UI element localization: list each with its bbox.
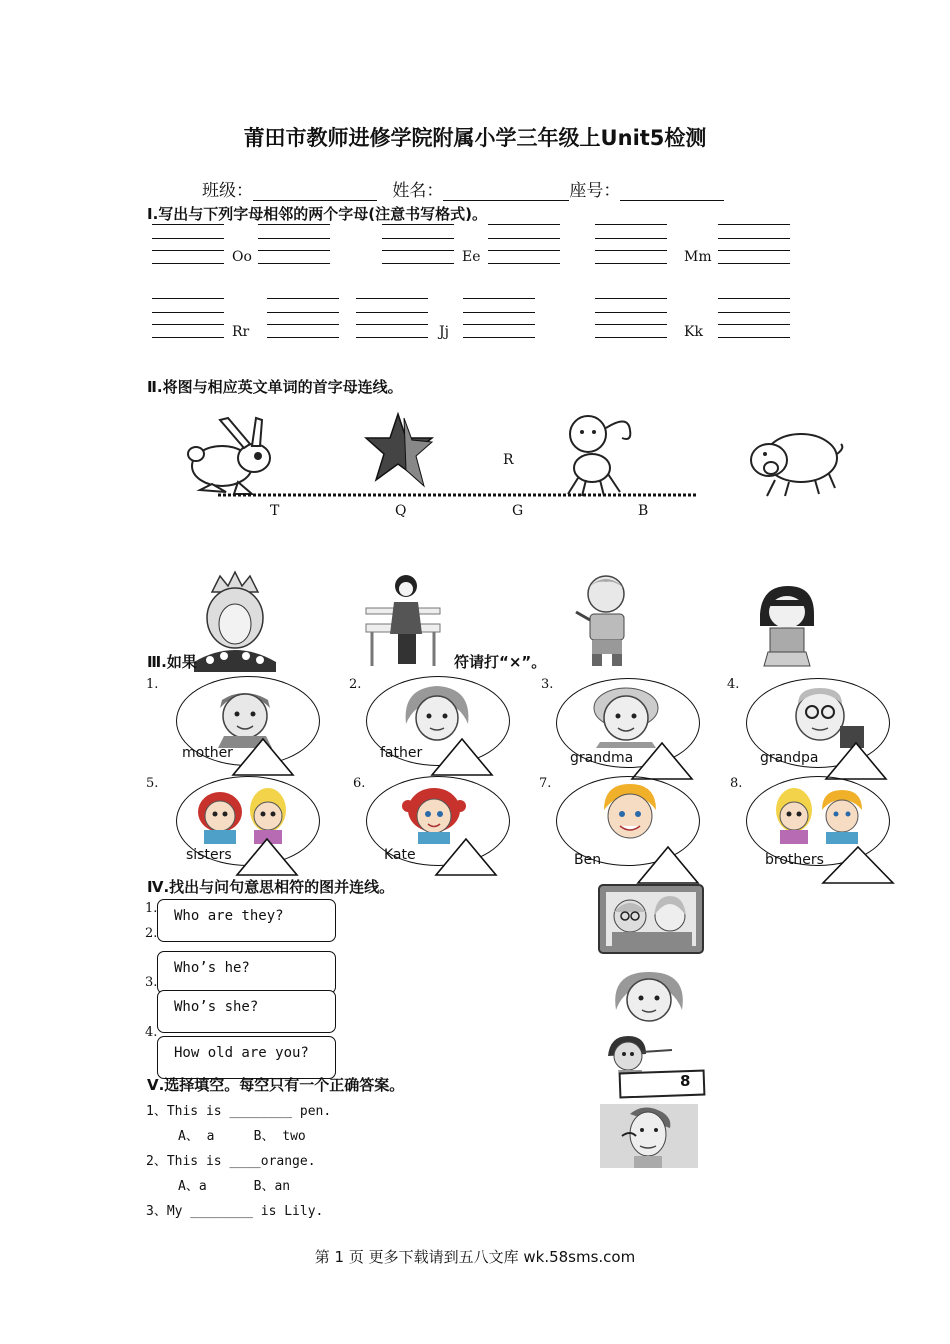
item-word: sisters (186, 847, 232, 863)
blank[interactable] (258, 224, 330, 225)
blank[interactable] (356, 298, 428, 299)
blank[interactable] (488, 250, 560, 251)
blank[interactable] (718, 337, 790, 338)
item-word: grandpa (760, 750, 819, 766)
question-box[interactable]: How old are you? (157, 1036, 336, 1079)
question-number: 2. (145, 926, 158, 941)
blank[interactable] (595, 324, 667, 325)
blank[interactable] (382, 238, 454, 239)
item-word: mother (182, 745, 233, 761)
blank[interactable] (382, 263, 454, 264)
answer-triangle[interactable] (631, 742, 693, 780)
blank[interactable] (267, 337, 339, 338)
letter-t: T (270, 503, 280, 519)
section5-heading: Ⅴ.选择填空。每空只有一个正确答案。 (147, 1076, 405, 1094)
item-number: 3. (541, 677, 554, 692)
letter-ee: Ee (462, 249, 481, 265)
girl-bench-icon (362, 572, 444, 668)
pig-icon[interactable] (745, 424, 845, 498)
question-number: 3. (145, 975, 158, 990)
blank[interactable] (152, 298, 224, 299)
blank[interactable] (152, 238, 224, 239)
answer-triangle[interactable] (431, 738, 493, 776)
item-word: Kate (384, 847, 416, 863)
letter-oo: Oo (232, 249, 252, 265)
man-picture-icon[interactable] (600, 1104, 698, 1168)
blank[interactable] (356, 337, 428, 338)
blank[interactable] (152, 263, 224, 264)
blank[interactable] (718, 250, 790, 251)
question-2-options[interactable]: A、a B、an (178, 1179, 291, 1194)
monkey-icon[interactable] (562, 412, 642, 498)
question-1: 1、This is ________ pen. (146, 1104, 332, 1119)
seat-label: 座号： (569, 181, 621, 201)
blank[interactable] (258, 238, 330, 239)
blank[interactable] (152, 224, 224, 225)
blank[interactable] (152, 250, 224, 251)
letter-g: G (512, 503, 524, 519)
blank[interactable] (595, 263, 667, 264)
class-label: 班级： (202, 181, 253, 201)
kate-icon (402, 784, 466, 844)
blank[interactable] (488, 263, 560, 264)
question-number: 1. (145, 901, 158, 916)
dashed-line (218, 492, 698, 498)
item-number: 7. (539, 776, 552, 791)
item-number: 1. (146, 677, 159, 692)
name-field[interactable] (443, 182, 569, 201)
answer-triangle[interactable] (232, 738, 294, 776)
blank[interactable] (595, 238, 667, 239)
letter-kk: Kk (684, 324, 703, 340)
woman-picture-icon[interactable] (606, 970, 692, 1024)
item-number: 4. (727, 677, 740, 692)
question-box[interactable]: Who’s she? (157, 990, 336, 1033)
blank[interactable] (595, 337, 667, 338)
item-word: grandma (570, 750, 634, 766)
item-number: 2. (349, 677, 362, 692)
rabbit-icon[interactable] (182, 414, 274, 498)
blank[interactable] (488, 238, 560, 239)
blank[interactable] (595, 312, 667, 313)
blank[interactable] (152, 337, 224, 338)
blank[interactable] (152, 324, 224, 325)
question-box[interactable]: Who are they? (157, 899, 336, 942)
blank[interactable] (382, 250, 454, 251)
item-word: Ben (574, 852, 602, 868)
blank[interactable] (718, 324, 790, 325)
grandma-face-icon (586, 684, 666, 748)
blank[interactable] (718, 238, 790, 239)
blank[interactable] (463, 337, 535, 338)
page-footer: 第 1 页 更多下载请到五八文库 wk.58sms.com (314, 1248, 636, 1266)
boy-icon (574, 572, 644, 670)
age-card-number: 8 (680, 1072, 691, 1090)
blank[interactable] (718, 312, 790, 313)
letter-b: B (638, 503, 649, 519)
blank[interactable] (382, 224, 454, 225)
star-icon[interactable] (370, 412, 436, 490)
blank[interactable] (267, 312, 339, 313)
item-number: 6. (353, 776, 366, 791)
queen-icon (190, 572, 280, 672)
answer-triangle[interactable] (825, 742, 887, 780)
letter-rr: Rr (232, 324, 250, 340)
blank[interactable] (718, 224, 790, 225)
girl-icon (752, 584, 822, 672)
page-title: 莆田市教师进修学院附属小学三年级上Unit5检测 (243, 126, 707, 150)
blank[interactable] (258, 250, 330, 251)
blank[interactable] (463, 324, 535, 325)
blank[interactable] (356, 312, 428, 313)
letter-q: Q (395, 503, 407, 519)
blank[interactable] (463, 298, 535, 299)
grandpa-face-icon (776, 682, 868, 748)
item-number: 8. (730, 776, 743, 791)
letter-jj: Jj (439, 324, 449, 340)
section3-heading-start: Ⅲ.如果 (147, 653, 197, 671)
section1-heading: Ⅰ.写出与下列字母相邻的两个字母(注意书写格式)。 (147, 205, 487, 223)
seat-field[interactable] (620, 182, 724, 201)
blank[interactable] (595, 298, 667, 299)
answer-triangle[interactable] (637, 846, 699, 884)
item-word: father (380, 745, 423, 761)
question-2: 2、This is ____orange. (146, 1154, 316, 1169)
name-label: 姓名： (392, 181, 444, 201)
question-3: 3、My ________ is Lily. (146, 1204, 324, 1219)
blank[interactable] (595, 250, 667, 251)
blank[interactable] (152, 312, 224, 313)
blank[interactable] (718, 263, 790, 264)
question-box[interactable]: Who’s he? (157, 951, 336, 994)
letter-r: R (503, 452, 514, 468)
class-field[interactable] (253, 182, 377, 201)
letter-mm: Mm (684, 249, 712, 265)
blank[interactable] (267, 324, 339, 325)
brothers-icon (766, 786, 874, 844)
grandparents-photo-icon[interactable] (598, 884, 704, 954)
question-number: 4. (145, 1025, 158, 1040)
blank[interactable] (258, 263, 330, 264)
ben-icon (598, 782, 662, 846)
blank[interactable] (267, 298, 339, 299)
section3-heading-end: 符请打“×”。 (454, 653, 547, 671)
section4-heading: Ⅳ.找出与问句意思相符的图并连线。 (147, 878, 395, 896)
question-1-options[interactable]: A、 a B、 two (178, 1129, 306, 1144)
blank[interactable] (356, 324, 428, 325)
student-info (202, 176, 724, 201)
blank[interactable] (718, 298, 790, 299)
answer-triangle[interactable] (236, 838, 298, 876)
blank[interactable] (595, 224, 667, 225)
section2-heading: Ⅱ.将图与相应英文单词的首字母连线。 (147, 378, 403, 396)
blank[interactable] (488, 224, 560, 225)
blank[interactable] (463, 312, 535, 313)
sisters-icon (194, 786, 298, 844)
item-number: 5. (146, 776, 159, 791)
answer-triangle[interactable] (435, 838, 497, 876)
answer-triangle[interactable] (822, 846, 894, 884)
item-word: brothers (765, 852, 824, 868)
